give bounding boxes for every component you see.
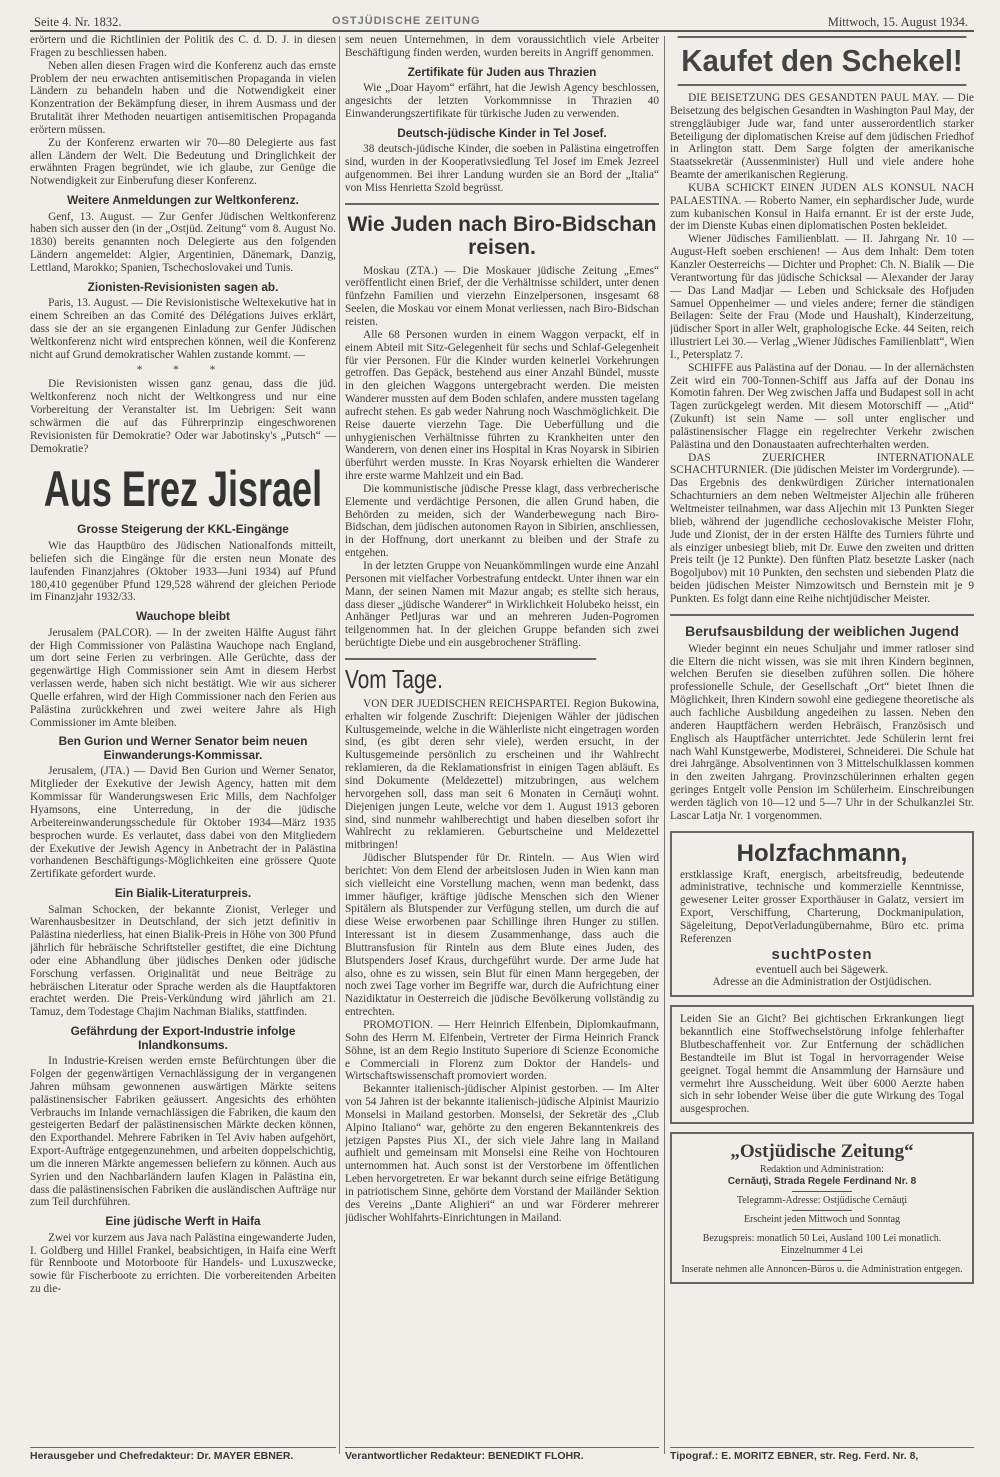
footer-editor: Verantwortlicher Redakteur: BENEDIKT FLOHR. xyxy=(345,1447,659,1462)
article-paragraph: Wieder beginnt ein neues Schuljahr und immer ratloser sind die Eltern die nicht wissen, was sie mit ihren Kindern beginnen, welchen Berufen sie dieselben zuführen sollen. Die höhere professionelle Schule, der Gesellschaft „Ort“ bietet Ihnen die Möglichkeit, Ihren Kindern sowohl eine gediegene theoretische als auch fachliche Ausbildung angedeihen zu lassen. Neben den anderen Hauptfächern werden Hebräisch, Französisch und Englisch als Hauptfächer unterrichtet. Jede Schülerin lernt frei nach Wahl Kunstgewerbe, Modisterei, Schneiderei. Die Schule hat drei Jahrgänge. Absolventinnen von 3 Mittelschulklassen kommen in den zweiten Jahrgang. Provinzschülerinnen erhalten gegen geringes Entgelt volle Pension im Schülerheim. Einschreibungen werden täglich von 10—12 und 5—7 Uhr in der Schulkanzlei Str. Lascar Latja Nr. 1 vorgenommen. xyxy=(670,642,974,822)
column-divider xyxy=(664,36,665,1454)
article-headline: Wauchope bleibt xyxy=(136,609,230,624)
banner-headline: Kaufet den Schekel! xyxy=(678,36,967,86)
article-paragraph: Alle 68 Personen wurden in einem Waggon verpackt, elf in einem Abteil mit Sitz-Gelegenheit für sechs und Schlaf-Gelegenheit für vier Personen. Für die Kinder wurden keinerlei Vorkehrungen getroffen. Das Gepäck, bestehend aus einer Anzahl Bündel, musste in den gleichen Waggons untergebracht werden. Die meisten Wanderer mussten auf dem Boden schlafen, andere mussten tagelang aufrecht stehen. Es gab weder Nahrung noch Waschmöglichkeit. Die Reise dauerte vierzehn Tage. Die Ueberfüllung und die unhygienischen Verhältnisse führten zu Krankheiten unter den Wanderern, von denen einer ins Hospital in Kras Noyarsk in Sibirien überführt werden musste. In Kras Noyarsk erhielten die Wanderer ihre erste warme Mahlzeit und ein Bad. xyxy=(345,328,659,483)
article-paragraph: KUBA SCHICKT EINEN JUDEN ALS KONSUL NACH PALAESTINA. — Roberto Namer, ein sephardischer Jude, wurde zum kubanischen Konsul in Haifa ernannt. Er ist der erste Jude, der im Dienste Kubas einen diplomatischen Posten bekleidet. xyxy=(670,181,974,233)
header-rule xyxy=(30,30,974,32)
article-paragraph: SCHIFFE aus Palästina auf der Donau. — In der allernächsten Zeit wird ein 700-Tonnen-Schiff aus Jaffa auf der Donau ins Komotin fahren. Der Weg zwischen Jaffa und Budapest soll in acht Tagen zurückgelegt werden. Mit diesem Motorschiff — „Atid“ (Zukunft) ist sein Name — soll unter englischer und palästinensischer Flagge ein regelrechter Verkehr zwischen Palästina und den Donaustaaten aufrechterhalten werden. xyxy=(670,361,974,451)
article-paragraph: sem neuen Unternehmen, in dem voraussichtlich viele Arbeiter Beschäftigung finden werden, wurden bereits in Angriff genommen. xyxy=(345,34,659,59)
article-paragraph: Zwei vor kurzem aus Java nach Palästina eingewanderte Juden, I. Goldberg und Hillel Frankel, beabsichtigen, in Haifa eine Werft für Rennboote und Motorboote für Handels- und Luxuszwecke, sowie für Fischerboote zu errichten. Die vorbereitenden Arbeiten zu die- xyxy=(30,1231,336,1296)
ad-line: Inserate nehmen alle Annoncen-Büros u. die Administration entgegen. xyxy=(681,1264,963,1276)
ad-line: eventuell auch bei Sägewerk. xyxy=(755,963,889,976)
column-left xyxy=(30,34,336,1442)
feature-headline: Wie Juden nach Biro-Bidschan reisen. xyxy=(345,203,659,259)
section-separator: * * * xyxy=(136,363,230,376)
article-paragraph: Salman Schocken, der bekannte Zionist, Verleger und Warenhausbesitzer in Deutschland, der sich jetzt definitiv in Palästina niederliess, hat einen Bialik-Preis in Höhe von 300 Pfund jährlich für hebräische Schriftsteller gestiftet, die eine Dichtung oder eine Abhandlung über jüdisches Denken oder jüdische Forschung verfassen. Originalität und neue Beiträge zu hebräischen Literatur oder Sprache werden als die Hauptfaktoren erachtet werden. Die Preis-Verkündung wird jährlich am 21. Tamuz, dem Todestage Chajim Nachman Bialiks, stattfinden. xyxy=(30,903,336,1019)
footer-printer: Tipograf.: E. MORITZ EBNER, str. Reg. Ferd. Nr. 8, xyxy=(670,1447,974,1462)
ad-line: Leiden Sie an Gicht? Bei gichtischen Erkrankungen liegt bekanntlich eine Stoffwechselstörung infolge fehlerhafter Blutbeschaffenheit vor. Zur Entfernung der schädlichen Bestandteile im Blut ist Togal in hervorragender Weise geeignet. Togal hemmt die Ansammlung der Harnsäure und vermehrt ihre Ausscheidung. Weit über 6000 Aerzte haben sich in sehr lobender Weise über die gute Wirkung des Togal ausgesprochen. xyxy=(680,1013,964,1116)
article-paragraph: In der letzten Gruppe von Neuankömmlingen wurde eine Anzahl Personen mit vielfacher Vorbestrafung entdeckt. Unter ihnen war ein Mann, der seinen Namen mit Mazur angab; es stellte sich heraus, dass dieser „jüdische Wanderer“ in Wirklichkeit Holubeko heisst, ein Anhänger Petljuras war und an mehreren Juden-Pogromen teilgenommen hat. In der gleichen Gruppe befanden sich zwei berüchtigte Diebe und ein ausgebrochener Sträfling. xyxy=(345,560,659,650)
ad-line: Cernăuţi, Strada Regele Ferdinand Nr. 8 xyxy=(727,1176,917,1188)
divider xyxy=(792,1260,852,1261)
article-paragraph: Die kommunistische jüdische Presse klagt, dass verbrecherische Elemente und verdächtige Personen, die allen Grund haben, die Behörden zu meiden, sich der Wanderbewegung nach Biro-Bidschan, dem jüdischen autonomen Rayon in Sibirien, anschliessen, in der Hoffnung, dort unerkannt zu bleiben und der Strafe zu entgehen. xyxy=(345,482,659,560)
article-headline: Zionisten-Revisionisten sagen ab. xyxy=(87,279,279,294)
ad-line: Erscheint jeden Mittwoch und Sonntag xyxy=(743,1214,901,1226)
column-middle xyxy=(345,34,659,1442)
article-paragraph: DAS ZUERICHER INTERNATIONALE SCHACHTURNIER. (Die jüdischen Meister im Vordergrunde). — Das Ergebnis des denkwürdigen Züricher internationalen Schachturniers an dem neben Weltmeister Aljechin alle früheren Weltmeister teilnahmen, war dass Aljechin mit 13 Punkten Sieger blieb, während der jugendliche cechoslovakische Meister Flohr, Jude und Zionist, der in der ersten Hälfte des Turniers führte und als einziger unbesiegt blieb, mit Dr. Euwe den zweiten und dritten Preis teilt (je 12 Punkte). Den fünften Platz besetzte Lasker (nach Bogoljubov) mit 10 Punkten, den sechsten und siebenden Platz die beiden jüdischen Meister Nimzowitsch und Bernstein mit je 9 Punkten. Es folgt dann eine Reihe nichtjüdischer Meister. xyxy=(670,451,974,605)
ad-line: Holzfachmann, xyxy=(736,839,908,867)
article-paragraph: PROMOTION. — Herr Heinrich Elfenbein, Diplomkaufmann, Sohn des Herrn M. Elfenbein, Vertreter der Firma Heinrich Franck Söhne, ist an dem Regio Instituto Superiore di Scienze Economiche e Commerciali in Florenz zum Doktor der Handels- und Wirtschaftswissenschaft promoviert worden. xyxy=(345,1019,659,1083)
article-headline: Gefährdung der Export-Industrie infolge Inlandkonsums. xyxy=(70,1024,296,1052)
divider xyxy=(792,1229,852,1230)
article-paragraph: Moskau (ZTA.) — Die Moskauer jüdische Zeitung „Emes“ veröffentlicht einen Brief, der die Verhältnisse schildert, unter denen fünfzehn Familien und vierzehn Einzelpersonen, insgesamt 68 Seelen, die Moskau vor einem Monat verliessen, nach Biro-Bidschan reisten. xyxy=(345,264,659,328)
masthead-box xyxy=(670,1132,974,1284)
ad-line: Bezugspreis: monatlich 50 Lei, Ausland 100 Lei monatlich. Einzelnummer 4 Lei xyxy=(702,1233,942,1257)
article-headline: Weitere Anmeldungen zur Weltkonferenz. xyxy=(67,193,299,208)
ad-line: Telegramm-Adresse: Ostjüdische Cernăuţi xyxy=(736,1195,908,1207)
article-paragraph: Wiener Jüdisches Familienblatt. — II. Jahrgang Nr. 10 — August-Heft soeben erschienen! — Aus dem Inhalt: Dem toten Kanzler Oesterreichs — Dichter und Prophet: Ch. N. Bialik — Die Verantwortung für das jüdische Schicksal — Alexander der Jaray — Das Land Madjar — Leben und Schicksale des Hofjuden Samuel Oppenheimer — und vieles andere; ferner die ständigen Beilagen: Seite der Frau (Mode und Haushalt), Kinderzeitung, jüdischer Sport in aller Welt, graphologische Ecke. 44 Seiten, reich illustriert Lei 30.— Verlag „Wiener Jüdisches Familienblatt“, Wien I., Petersplatz 7. xyxy=(670,233,974,361)
article-paragraph: Wie das Hauptbüro des Jüdischen Nationalfonds mitteilt, beliefen sich die Eingänge für die ersten neun Monate des laufenden Finanzjahres (Oktober 1933—Juni 1934) auf Pfund 180,410 gegenüber Pfund 129,528 während der gleichen Periode im Finanzjahr 1932/33. xyxy=(30,539,336,604)
article-headline: Zertifikate für Juden aus Thrazien xyxy=(407,64,597,79)
article-headline: Grosse Steigerung der KKL-Eingänge xyxy=(77,522,289,537)
article-paragraph: Bekannter italienisch-jüdischer Alpinist gestorben. — Im Alter von 54 Jahren ist der bekannte italienisch-jüdische Alpinist Maurizio Monselsi in Mailand gestorben. Monselsi, der Sekretär des „Club Alpino Italiano“ war, gehörte zu den engeren Bekanntenkreis des jetzigen Papstes Pius XI., der sich viele Jahre lang in Mailand aufhielt und gemeinsam mit Monselsi eine Reihe von Hochtouren unternommen hat. Auch sonst ist der Verstorbene im öffentlichen Leben hervorgetreten. Er war bekannt durch seine eifrige Betätigung in patriotischem Sinne, gehörte dem Vorstand der Mailänder Sektion des Vereins „Dante Alighieri“ an und war Förderer mehrerer jüdischer Wohlfahrts-Einrichtungen in Mailand. xyxy=(345,1083,659,1224)
article-headline: Ben Gurion und Werner Senator beim neuen Einwanderungs-Kommissar. xyxy=(58,734,308,762)
article-paragraph: Jüdischer Blutspender für Dr. Rinteln. — Aus Wien wird berichtet: Von dem Elend der arbeitslosen Juden in Wien kann man sich vielleicht eine Vorstellung machen, wenn man bedenkt, dass immer häufiger, kräftige jüdische Menschen sich den Wiener Spitälern als Blutspender zur Verfügung stellen, um durch die auf diese Weise erworbenen paar Schillinge ihren Hunger zu stillen. Interessant ist in diesem Zusammenhange, dass auch die Bluttransfusion für Rinteln aus dem Blute eines Juden, des Blutspenders Josef Kraus, durchgeführt wurde. Der arme Jude hat also, ohne es zu wissen, sein Blut für einen Mann hergegeben, der noch zwei Tage vorher im Begriffe war, durch die Aufrichtung einer Nazidiktatur in Oesterreich die jüdische Bevölkerung vollständig zu entrechten. xyxy=(345,852,659,1019)
divider xyxy=(792,1191,852,1192)
article-paragraph: 38 deutsch-jüdische Kinder, die soeben in Palästina eingetroffen sind, wurden in der Kooperativsiedlung Tel Josef im Emek Jezreel aufgenommen. Bei ihrer Landung wurden sie an Bord der „Italia“ von Miss Henrietta Szold begrüsst. xyxy=(345,143,659,194)
article-headline: Deutsch-jüdische Kinder in Tel Josef. xyxy=(397,125,607,140)
section-title: Aus Erez Jisrael xyxy=(43,461,323,518)
article-paragraph: Genf, 13. August. — Zur Genfer Jüdischen Weltkonferenz haben sich ausser den (in der „Ostjüd. Zeitung“ vom 8. August No. 1830) bereits genannten noch Delegierte aus den folgenden Ländern angemeldet: Algier, Argentinien, Dänemark, Danzig, Lettland, Marokko; Spanien, Tschechoslovakei und Tunis. xyxy=(30,210,336,274)
column-divider xyxy=(339,36,340,1454)
holzfachmann-ad xyxy=(670,831,974,998)
page-number: Seite 4. Nr. 1832. xyxy=(34,15,122,29)
ad-line: Adresse an die Administration der Ostjüdischen. xyxy=(712,976,932,989)
feature-headline: Berufsausbildung der weiblichen Jugend xyxy=(670,614,974,640)
article-paragraph: DIE BEISETZUNG DES GESANDTEN PAUL MAY. — Die Beisetzung des belgischen Gesandten in Washington Paul May, der strenggläubiger Jude war, fand unter ausserordentlich starker Beteiligung der diplomatischen Kreise auf dem jüdischen Friedhof in Arlington statt. Dem Sarge folgten der amerikanische Staatssekretär (Aussenminister) Hull und viele andere hohe Beamte der amerikanischen Regierung. xyxy=(670,92,974,182)
ad-line: erstklassige Kraft, energisch, arbeitsfreudig, bedeutende administrative, technische und kommerzielle Kenntnisse, gewesener Leiter grosser Exporthäuser in Galatz, versiert im Export, Verschiffung, Charterung, Dockmanipulation, Sägeleitung, DepotVerladungübernahme, Büro etc. prima Referenzen xyxy=(680,868,964,945)
ad-line: suchtPosten xyxy=(771,945,873,963)
article-paragraph: erörtern und die Richtlinien der Politik des C. d. D. J. in diesen Fragen zu beschliessen haben. xyxy=(30,34,336,59)
article-paragraph: Neben allen diesen Fragen wird die Konferenz auch das ernste Problem der neu erwachten antisemitischen Propaganda in vielen Ländern zu behandeln haben und die Notwendigkeit einer Konzentration der Bekämpfung dieser, in ihrem Ausmass und der Brutalität ihrer Methoden neuartigen antisemitischen Propaganda erörtern müssen. xyxy=(30,59,336,136)
article-headline: Eine jüdische Werft in Haifa xyxy=(105,1214,261,1229)
article-paragraph: Jerusalem (PALCOR). — In der zweiten Hälfte August fährt der High Commissioner von Palästina Wauchope nach England, um dort seine Ferien zu verbringen. Alle Gerüchte, dass der gegenwärtige High Commissioner sein Amt in diesem Herbst verlassen werde, haben sich nicht bestätigt. Wie wir aus sicherer Quelle erfahren, wird der High Commissioner nach den Ferien aus Palästina zurückkehren und zwei weitere Jahre als High Commissioner im Amte bleiben. xyxy=(30,626,336,729)
divider xyxy=(792,1210,852,1211)
column-right xyxy=(670,34,974,1442)
ad-line: Redaktion und Administration: xyxy=(760,1164,884,1176)
newspaper-title: OSTJÜDISCHE ZEITUNG xyxy=(332,15,481,27)
article-paragraph: VON DER JUEDISCHEN REICHSPARTEI. Region Bukowina, erhalten wir folgende Zuschrift: Diejenigen Wähler der jüdischen Kultusgemeinde, welche in die Wählerliste nicht eingetragen worden sind, (es gibt deren sehr viele), werden ersucht, in der Kultusgemeinde persönlich zu erscheinen und ihr Wahlrecht reklamieren, da die Reklamationsfrist in einigen Tagen abläuft. Es sind Dokumente (Meldezettel) mitzubringen, aus welchem hervorgehen soll, dass man seit 6 Monaten in Cernăuţi wohnt. Diejenigen jungen Leute, welche vor dem 1. August 1913 geboren sind, sind nunmehr wahlberechtigt und haben dieselben sofort ihr Wahlrecht zu reklamieren. Geburtscheine und Meldezettel mitbringen! xyxy=(345,697,659,852)
article-paragraph: Wie „Doar Hayom“ erfährt, hat die Jewish Agency beschlossen, angesichts der letzten Vorkommnisse in Thrazien 40 Einwanderungszertifikate für türkische Juden zu verwenden. xyxy=(345,82,659,120)
article-paragraph: Paris, 13. August. — Die Revisionistische Weltexekutive hat in einem Schreiben an das Comité des Délégations Juives erklärt, dass sie der an sie ergangenen Einladung zur Genfer Jüdischen Weltkonferenz nicht wird entsprechen können, weil die Konferenz nicht auf Grund demokratischer Wahlen zustande kommt. — xyxy=(30,297,336,361)
article-paragraph: Die Revisionisten wissen ganz genau, dass die jüd. Weltkonferenz noch nicht der Weltkongress und nur eine Vorbereitung der Veranstalter ist. Im Uebrigen: Seit wann schwärmen die auf das Führerprinzip eingeschworenen Revisionisten für Demokratie? Oder war Jabotinsky's „Putsch“ — Demokratie? xyxy=(30,378,336,455)
page-header xyxy=(32,12,972,32)
issue-date: Mittwoch, 15. August 1934. xyxy=(827,15,968,29)
article-paragraph: Jerusalem, (JTA.) — David Ben Gurion und Werner Senator, Mitglieder der Exekutive der Jewish Agency, hatten mit dem Kommissar für Wanderungswesen Eric Mills, dem Nachfolger Hyamsons, eine Unterredung, in der die jüdische Arbeitereinwanderungsschedule für Oktober 1934—März 1935 besprochen wurde. Es verlautet, dass dabei von den Mitgliedern der Exekutive der Jewish Agency in Anbetracht der in Palästina vorhandenen Beschäftigungs-Möglichkeiten eine grössere Quote Zertifikate gefordert wurde. xyxy=(30,765,336,881)
section-title: Vom Tage. xyxy=(345,658,596,694)
togal-ad xyxy=(670,1005,974,1124)
ad-line: „Ostjüdische Zeitung“ xyxy=(730,1141,914,1163)
article-headline: Ein Bialik-Literaturpreis. xyxy=(114,886,252,901)
footer-publisher: Herausgeber und Chefredakteur: Dr. MAYER EBNER. xyxy=(30,1447,336,1462)
article-paragraph: In Industrie-Kreisen werden ernste Befürchtungen über die Folgen der gegenwärtigen Vernachlässigung der in vergangenen Jahren mühsam gewonnenen auswärtigen Märkte seitens palästinensischer Fabriken geäussert. Angesichts des erhöhten Verbrauchs im Inlande vernachlässigen die Fabriken, die kaum den gesteigerten Bedarf der palästinensischen Märkte decken können, den Exporthandel. Mehrere Fabriken in Tel Aviv haben aufgehört, Export-Aufträge entgegenzunehmen, und arbeiten doppelschichtig, um die inneren Märkte angemessen beliefern zu können. Auch aus Syrien und den Nachbarländern laufen Klagen in Palästina ein, dass die palästinensischen Fabriken die ausländischen Aufträge nur zum Teil durchführen. xyxy=(30,1055,336,1209)
article-paragraph: Zu der Konferenz erwarten wir 70—80 Delegierte aus fast allen Ländern der Welt. Die Bedeutung und Dringlichkeit der erwähnten Fragen begründet, wie ich glaube, zur Genüge die Notwendigkeit zur Einberufung dieser Konferenz. xyxy=(30,136,336,188)
